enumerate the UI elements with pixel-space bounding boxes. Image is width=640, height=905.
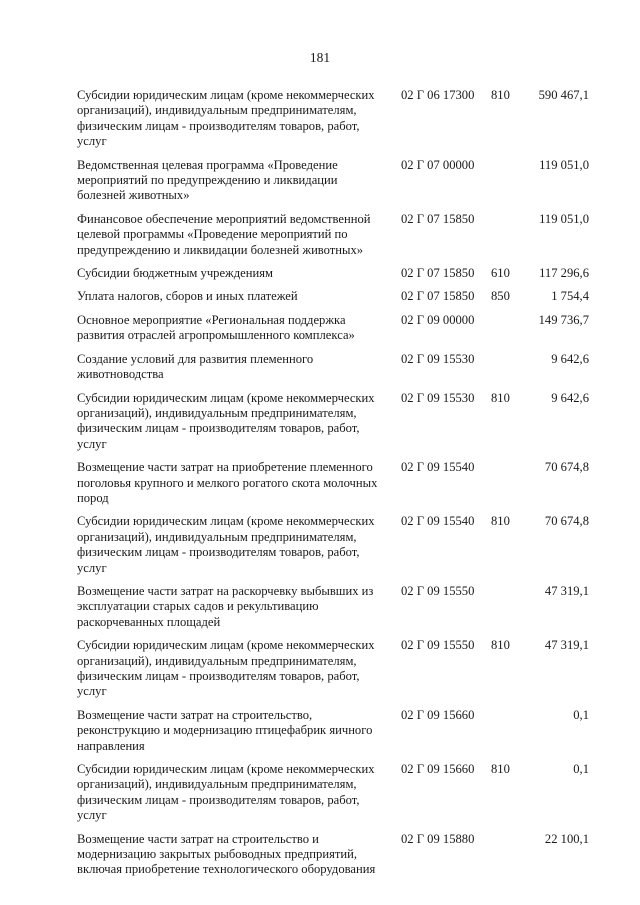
row-classification-code: 02 Г 09 15530 xyxy=(401,390,475,405)
row-description: Возмещение части затрат на раскорчевку выбывших из эксплуатации старых садов и рекультивацию раскорчеванных площадей xyxy=(77,583,374,629)
row-description: Возмещение части затрат на приобретение племенного поголовья крупного и мелкого рогатого скота молочных пород xyxy=(77,460,378,505)
table-row xyxy=(77,212,597,258)
table-row xyxy=(77,391,597,453)
row-classification-code: 02 Г 09 15550 xyxy=(401,638,475,653)
table-row xyxy=(77,584,597,630)
row-description: Возмещение части затрат на строительство, реконструкцию и модернизацию птицефабрик яичного направления xyxy=(77,707,373,753)
table-row xyxy=(77,158,597,204)
row-classification-code: 02 Г 09 15550 xyxy=(401,583,475,598)
row-classification-code: 02 Г 07 15850 xyxy=(401,266,475,281)
row-expense-type-code: 810 xyxy=(491,638,510,653)
table-row xyxy=(77,460,597,506)
row-classification-code: 02 Г 09 15660 xyxy=(401,707,475,722)
row-amount: 9 642,6 xyxy=(551,390,589,405)
row-classification-code: 02 Г 09 00000 xyxy=(401,312,475,327)
budget-table xyxy=(77,88,597,886)
row-classification-code: 02 Г 09 15660 xyxy=(401,762,475,777)
row-description: Субсидии бюджетным учреждениям xyxy=(77,266,273,281)
row-amount: 0,1 xyxy=(573,707,589,722)
row-amount: 590 467,1 xyxy=(538,88,589,102)
row-classification-code: 02 Г 06 17300 xyxy=(401,88,475,102)
row-description: Возмещение части затрат на строительство и модернизацию закрытых рыбоводных предприятий, включая приобретение технологического оборудования xyxy=(77,831,376,877)
table-row xyxy=(77,88,597,150)
table-row xyxy=(77,514,597,576)
row-amount: 149 736,7 xyxy=(538,312,589,327)
row-description: Субсидии юридическим лицам (кроме некоммерческих организаций), индивидуальным предпринимателям, физическим лицам - производителям товаров, работ, услуг xyxy=(77,762,375,823)
row-expense-type-code: 810 xyxy=(491,88,510,102)
page-number: 181 xyxy=(309,50,331,65)
row-description: Субсидии юридическим лицам (кроме некоммерческих организаций), индивидуальным предпринимателям, физическим лицам - производителям товаров, работ, услуг xyxy=(77,638,375,699)
row-description: Создание условий для развития племенного животноводства xyxy=(77,351,314,382)
table-row xyxy=(77,352,597,383)
row-classification-code: 02 Г 09 15540 xyxy=(401,514,475,529)
row-classification-code: 02 Г 09 15540 xyxy=(401,460,475,475)
row-expense-type-code: 810 xyxy=(491,514,510,529)
row-amount: 70 674,8 xyxy=(544,460,589,475)
row-amount: 9 642,6 xyxy=(551,351,589,366)
table-row xyxy=(77,708,597,754)
row-classification-code: 02 Г 09 15530 xyxy=(401,351,475,366)
row-classification-code: 02 Г 07 15850 xyxy=(401,211,475,226)
table-row xyxy=(77,289,597,304)
row-description: Субсидии юридическим лицам (кроме некоммерческих организаций), индивидуальным предпринимателям, физическим лицам - производителям товаров, работ, услуг xyxy=(77,88,375,149)
row-amount: 70 674,8 xyxy=(544,514,589,529)
row-description: Субсидии юридическим лицам (кроме некоммерческих организаций), индивидуальным предпринимателям, физическим лицам - производителям товаров, работ, услуг xyxy=(77,514,375,575)
row-classification-code: 02 Г 07 15850 xyxy=(401,289,475,304)
row-description: Ведомственная целевая программа «Проведение мероприятий по предупреждению и ликвидации болезней животных» xyxy=(77,157,338,203)
row-amount: 0,1 xyxy=(573,762,589,777)
row-amount: 117 296,6 xyxy=(539,266,589,281)
table-row xyxy=(77,313,597,344)
row-expense-type-code: 610 xyxy=(491,266,510,281)
table-row xyxy=(77,266,597,281)
row-amount: 47 319,1 xyxy=(544,638,589,653)
row-amount: 119 051,0 xyxy=(539,211,589,226)
row-expense-type-code: 810 xyxy=(491,390,510,405)
row-description: Субсидии юридическим лицам (кроме некоммерческих организаций), индивидуальным предпринимателям, физическим лицам - производителям товаров, работ, услуг xyxy=(77,390,375,451)
row-description: Основное мероприятие «Региональная поддержка развития отраслей агропромышленного комплекса» xyxy=(77,312,355,343)
table-row xyxy=(77,638,597,700)
table-row xyxy=(77,832,597,878)
row-description: Финансовое обеспечение мероприятий ведомственной целевой программы «Проведение мероприятий по предупреждению и ликвидации болезней животных» xyxy=(77,211,371,257)
row-classification-code: 02 Г 09 15880 xyxy=(401,831,475,846)
row-expense-type-code: 850 xyxy=(491,289,510,304)
table-row xyxy=(77,762,597,824)
row-expense-type-code: 810 xyxy=(491,762,510,777)
row-description: Уплата налогов, сборов и иных платежей xyxy=(77,289,298,304)
row-classification-code: 02 Г 07 00000 xyxy=(401,157,475,172)
row-amount: 22 100,1 xyxy=(544,831,589,846)
row-amount: 119 051,0 xyxy=(539,157,589,172)
row-amount: 47 319,1 xyxy=(544,583,589,598)
row-amount: 1 754,4 xyxy=(551,289,589,304)
